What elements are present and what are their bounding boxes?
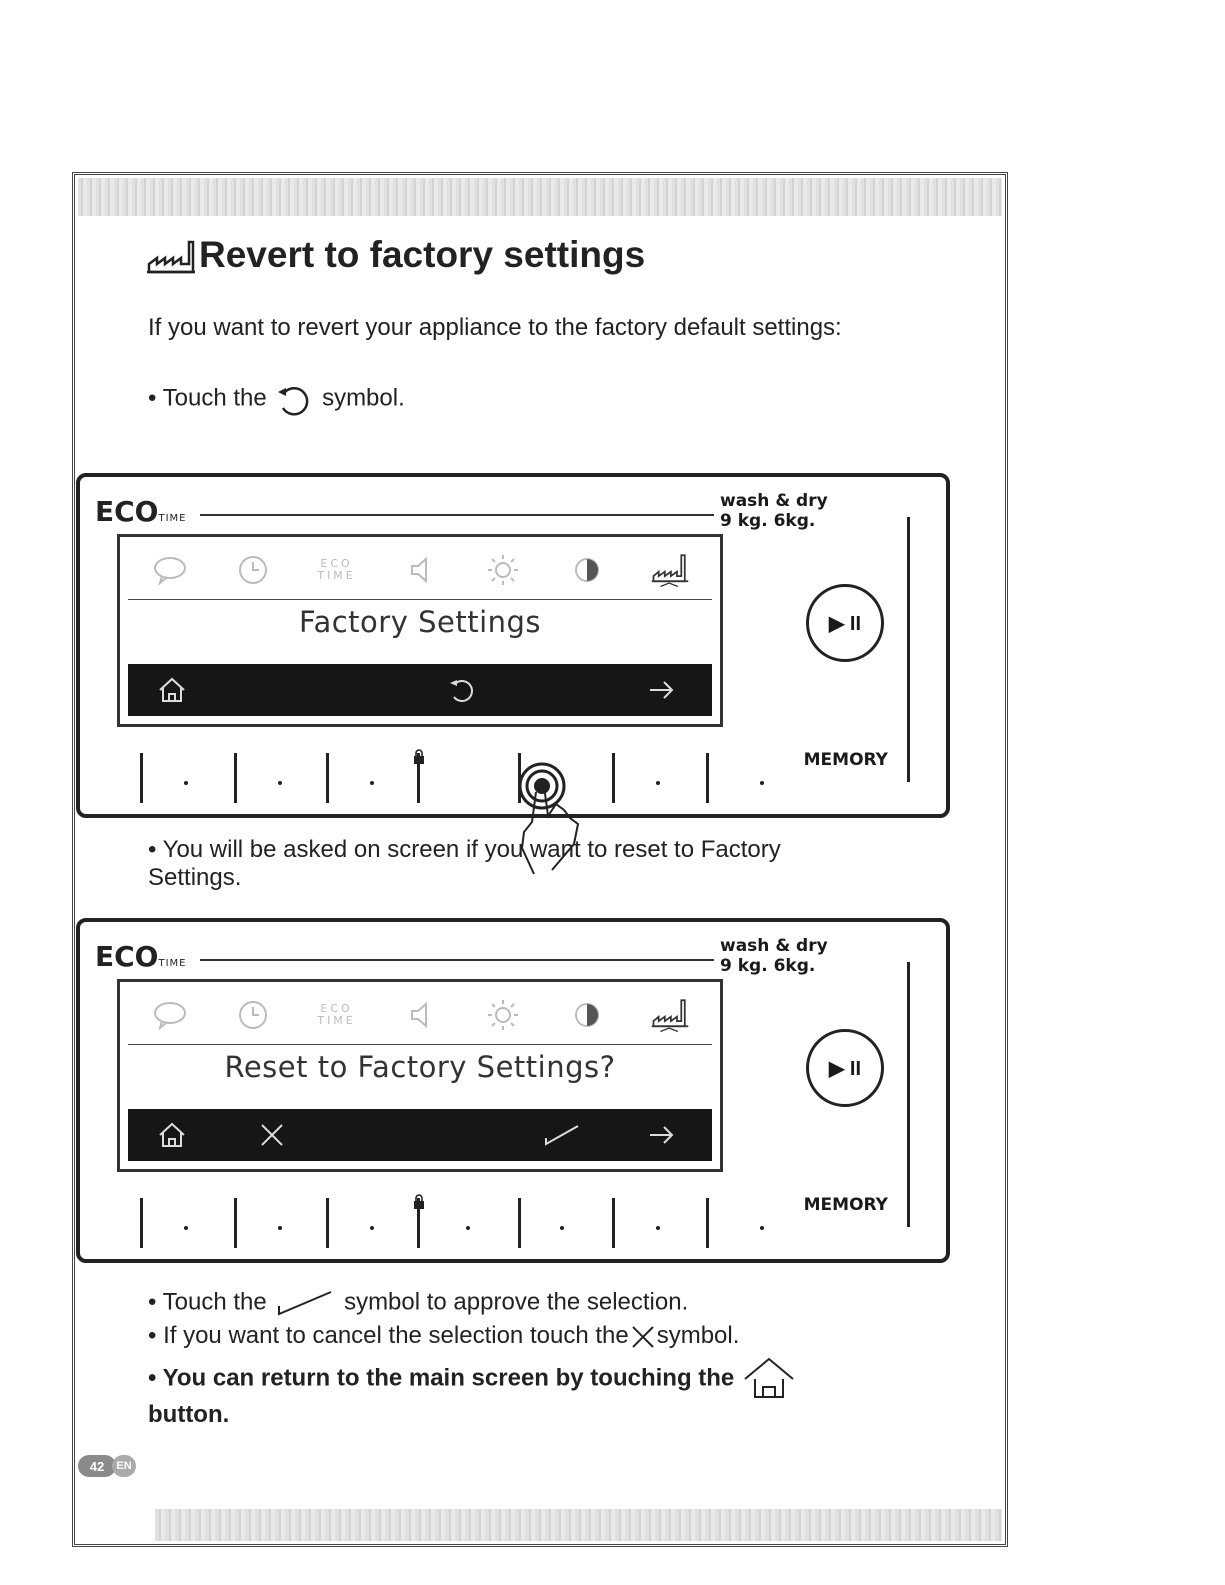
brightness-icon[interactable]	[483, 995, 523, 1035]
speech-bubble-icon[interactable]	[150, 550, 190, 590]
reset-button[interactable]	[442, 670, 482, 710]
menu-icon-row	[128, 986, 712, 1044]
panel-edge-line	[907, 962, 910, 1227]
reset-icon	[446, 675, 478, 705]
cancel-button[interactable]	[252, 1115, 292, 1155]
cancel-before: • If you want to cancel the selection touch the	[148, 1322, 629, 1349]
brightness-icon[interactable]	[483, 550, 523, 590]
logo-line	[200, 959, 714, 961]
contrast-icon[interactable]	[567, 550, 607, 590]
lock-icon	[412, 749, 426, 770]
eco-time-icon[interactable]: ECO TIME	[317, 1002, 356, 1027]
step2-line2: Settings.	[148, 864, 242, 891]
home-button[interactable]	[152, 670, 192, 710]
page-title: Revert to factory settings	[199, 234, 646, 275]
home-icon	[157, 1121, 187, 1149]
approve-before: • Touch the	[148, 1288, 267, 1316]
language-badge: EN	[112, 1455, 136, 1477]
footer-band	[155, 1509, 1002, 1541]
touch-strip[interactable]	[140, 1194, 790, 1252]
wash-dry-label: wash & dry 9 kg. 6kg.	[720, 491, 828, 531]
page-number: 42	[78, 1455, 116, 1477]
speaker-icon[interactable]	[400, 995, 440, 1035]
home-line2: button.	[148, 1401, 230, 1428]
home-instruction	[148, 1357, 797, 1429]
eco-time-logo: ECOTIME	[95, 940, 187, 973]
page-badge	[78, 1455, 136, 1477]
screen-title: Factory Settings	[298, 605, 542, 639]
step1-before: • Touch the	[148, 384, 267, 412]
close-icon	[629, 1323, 657, 1351]
arrow-right-icon	[646, 1123, 678, 1147]
home-button[interactable]	[152, 1115, 192, 1155]
home-icon	[741, 1357, 797, 1401]
screen-divider	[128, 599, 712, 600]
checkmark-icon	[273, 1288, 337, 1318]
factory-icon	[145, 236, 197, 276]
header-band	[78, 178, 1002, 216]
cancel-instruction	[148, 1322, 739, 1351]
reset-icon	[273, 382, 315, 416]
logo-line	[200, 514, 714, 516]
screen-divider	[128, 1044, 712, 1045]
wash-dry-label: wash & dry 9 kg. 6kg.	[720, 936, 828, 976]
confirm-button[interactable]	[542, 1115, 582, 1155]
approve-after: symbol to approve the selection.	[344, 1288, 689, 1316]
next-button[interactable]	[642, 1115, 682, 1155]
memory-label: MEMORY	[803, 750, 888, 770]
close-icon	[258, 1121, 286, 1149]
arrow-right-icon	[646, 678, 678, 702]
eco-time-logo: ECOTIME	[95, 495, 187, 528]
approve-instruction	[148, 1288, 688, 1318]
eco-time-icon[interactable]: ECO TIME	[317, 557, 356, 582]
checkmark-icon	[542, 1122, 582, 1148]
menu-icon-row	[128, 541, 712, 599]
step-touch-reset	[148, 382, 405, 416]
panel-edge-line	[907, 517, 910, 782]
display-screen	[117, 534, 723, 727]
next-button[interactable]	[642, 670, 682, 710]
clock-icon[interactable]	[233, 995, 273, 1035]
play-pause-button[interactable]: ▶ II	[806, 584, 884, 662]
display-screen	[117, 979, 723, 1172]
cancel-after: symbol.	[656, 1322, 740, 1349]
contrast-icon[interactable]	[567, 995, 607, 1035]
screen-control-bar	[128, 1109, 712, 1161]
screen-control-bar	[128, 664, 712, 716]
play-pause-button[interactable]: ▶ II	[806, 1029, 884, 1107]
screen-title: Reset to Factory Settings?	[224, 1050, 616, 1084]
memory-label: MEMORY	[803, 1195, 888, 1215]
section-heading	[145, 234, 645, 276]
factory-settings-icon[interactable]	[650, 995, 690, 1035]
home-line1: • You can return to the main screen by touching the	[148, 1364, 735, 1392]
touch-strip[interactable]	[140, 749, 790, 807]
intro-text: If you want to revert your appliance to the factory default settings:	[148, 314, 842, 341]
step1-after: symbol.	[322, 384, 405, 412]
lock-icon	[412, 1194, 426, 1215]
home-icon	[157, 676, 187, 704]
speech-bubble-icon[interactable]	[150, 995, 190, 1035]
speaker-icon[interactable]	[400, 550, 440, 590]
step2-line1: • You will be asked on screen if you want to reset to Factory	[148, 836, 781, 863]
clock-icon[interactable]	[233, 550, 273, 590]
control-panel-2	[76, 918, 950, 1263]
factory-settings-icon[interactable]	[650, 550, 690, 590]
step-confirm-prompt	[148, 836, 781, 892]
